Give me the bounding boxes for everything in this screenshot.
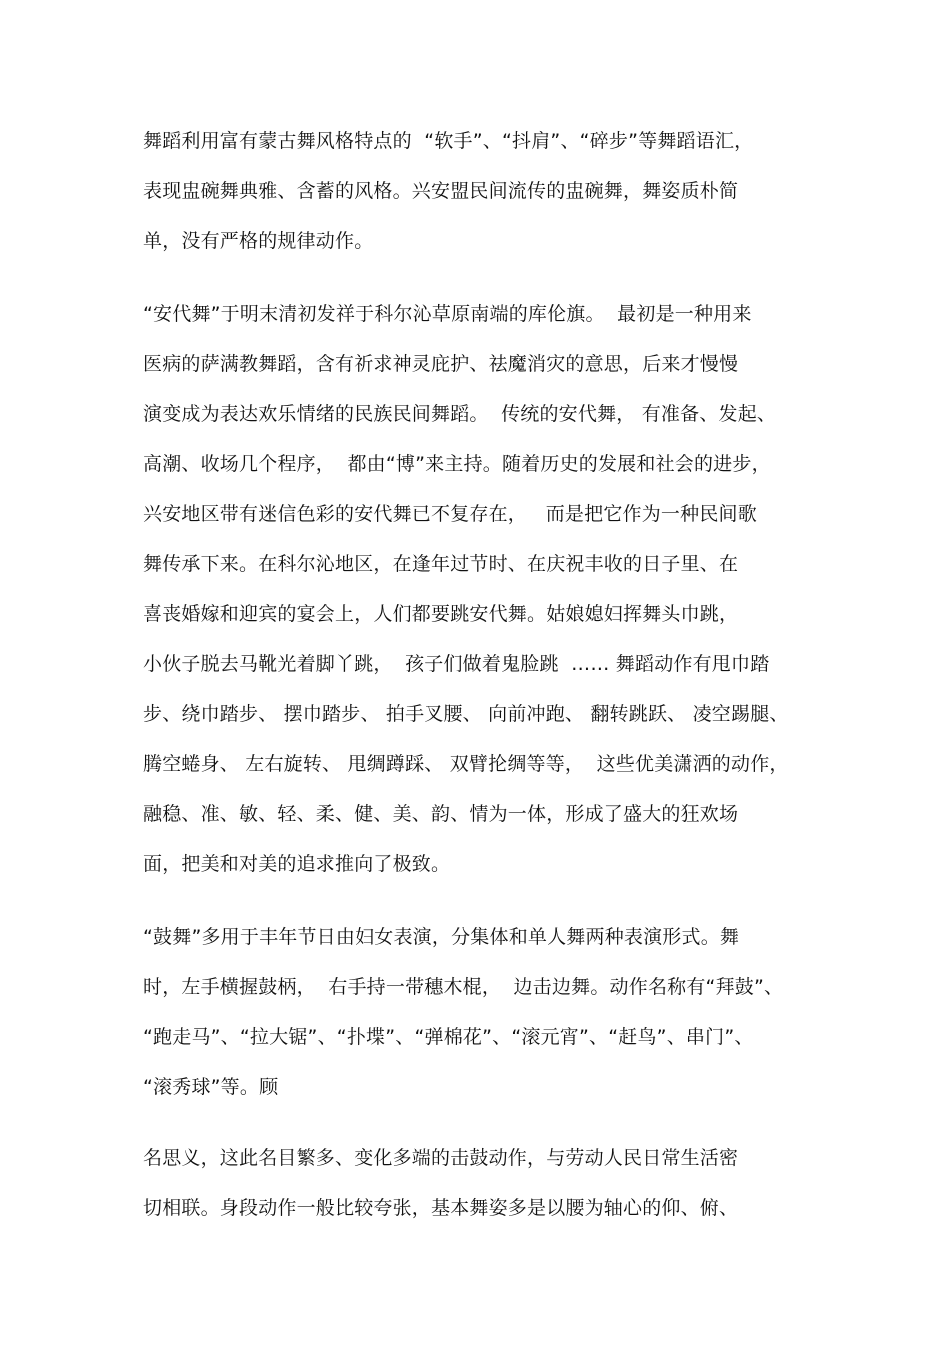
text-line: 表现盅碗舞典雅、含蓄的风格。兴安盟民间流传的盅碗舞，舞姿质朴简 [143, 180, 739, 202]
text-line: 兴安地区带有迷信色彩的安代舞已不复存在， 而是把它作为一种民间歌 [143, 503, 757, 525]
text-line: 舞传承下来。在科尔沁地区，在逢年过节时、在庆祝丰收的日子里、在 [143, 553, 739, 575]
text-line: “安代舞”于明末清初发祥于科尔沁草原南端的库伦旗。 最初是一种用来 [143, 303, 752, 325]
text-line: 名思义，这此名目繁多、变化多端的击鼓动作，与劳动人民日常生活密 [143, 1147, 739, 1169]
text-line: “跑走马”、“拉大锯”、“扑堞”、“弹棉花”、“滚元宵”、“赶鸟”、串门”、 [143, 1026, 754, 1048]
text-line: 时，左手横握鼓柄， 右手持一带穗木棍， 边击边舞。动作名称有“拜鼓”、 [143, 976, 784, 998]
text-line: 舞蹈利用富有蒙古舞风格特点的 “软手”、“抖肩”、“碎步”等舞蹈语汇， [143, 130, 754, 152]
text-line: 面，把美和对美的追求推向了极致。 [143, 853, 451, 875]
text-line: “鼓舞”多用于丰年节日由妇女表演，分集体和单人舞两种表演形式。舞 [143, 926, 740, 948]
text-line: 医病的萨满教舞蹈，含有祈求神灵庇护、祛魔消灾的意思，后来才慢慢 [143, 353, 739, 375]
text-line: 演变成为表达欢乐情绪的民族民间舞蹈。 传统的安代舞， 有准备、发起、 [143, 403, 777, 425]
text-line: “滚秀球”等。顾 [143, 1076, 279, 1098]
text-line: 步、绕巾踏步、 摆巾踏步、 拍手叉腰、 向前冲跑、 翻转跳跃、 凌空踢腿、 [143, 703, 789, 725]
text-line: 腾空蜷身、 左右旋转、 甩绸蹲踩、 双臂抡绸等等， 这些优美潇洒的动作， [143, 753, 789, 775]
text-line: 单，没有严格的规律动作。 [143, 230, 374, 252]
text-line: 切相联。身段动作一般比较夸张，基本舞姿多是以腰为轴心的仰、俯、 [143, 1197, 739, 1219]
text-line: 融稳、准、敏、轻、柔、健、美、韵、情为一体，形成了盛大的狂欢场 [143, 803, 739, 825]
text-line: 高潮、收场几个程序， 都由“博”来主持。随着历史的发展和社会的进步， [143, 453, 771, 475]
text-line: 喜丧婚嫁和迎宾的宴会上，人们都要跳安代舞。姑娘媳妇挥舞头巾跳， [143, 603, 739, 625]
text-line: 小伙子脱去马靴光着脚丫跳， 孩子们做着鬼脸跳 …… 舞蹈动作有甩巾踏 [143, 653, 770, 675]
